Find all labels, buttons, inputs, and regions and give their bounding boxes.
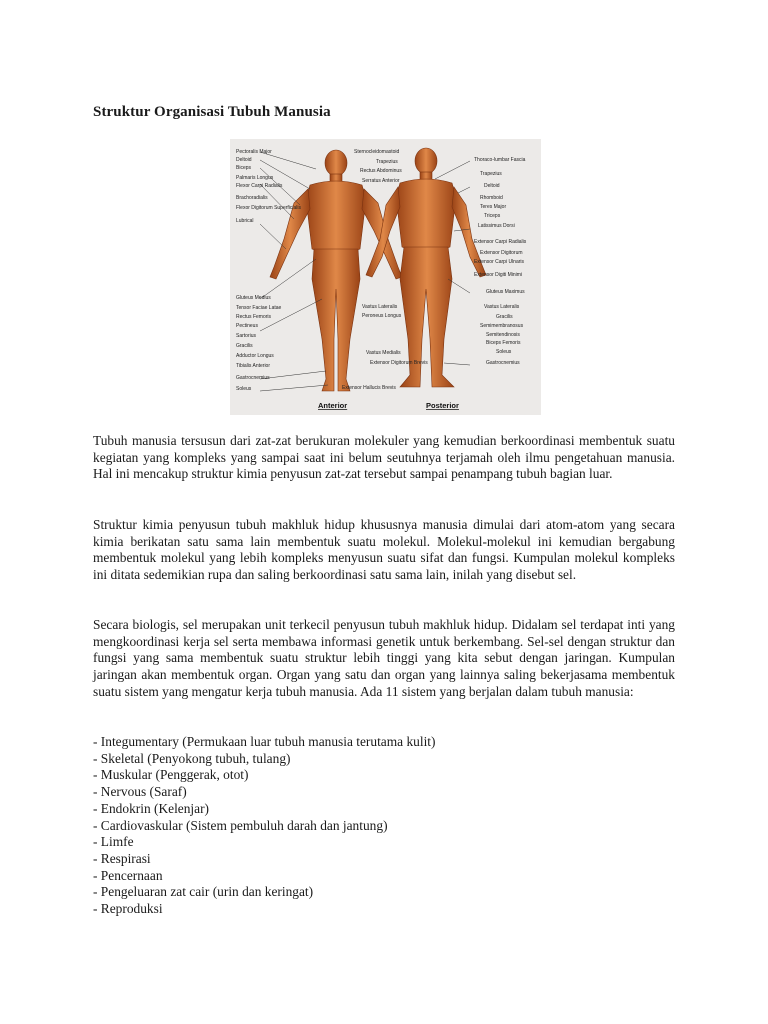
- label-lubrical: Lubrical: [236, 218, 254, 224]
- paragraph-2: Struktur kimia penyusun tubuh makhluk hidup khususnya manusia dimulai dari atom-atom yang secara kimia berikatan satu sama lain membentuk suatu molekul. Molekul-molekul ini kemudian bergabung membentuk molekul yang lebih kompleks menyusun suatu sifat dan fungsi. Kumpulan molekul kompleks ini ditata sedemikian rupa dan saling berkoordinasi satu sama lain, inilah yang disebut sel.: [93, 517, 675, 583]
- label-deltoid-back: Deltoid: [484, 183, 500, 189]
- muscle-anatomy-illustration: [230, 139, 541, 415]
- label-soleus-back: Soleus: [496, 349, 512, 355]
- label-extensor-hallucis-brevis: Extensor Hallucis Brevis: [342, 385, 396, 391]
- label-extensor-digitorum: Extensor Digitorum: [480, 250, 523, 256]
- label-semimembranosus: Semimembranosus: [480, 323, 524, 329]
- label-palmaris-longus: Palmaris Longus: [236, 175, 274, 181]
- label-extensor-digitorum-brevis: Extensor Digitorum Brevis: [370, 360, 428, 366]
- label-triceps: Triceps: [484, 213, 501, 219]
- list-item: - Integumentary (Permukaan luar tubuh manusia terutama kulit): [93, 734, 436, 749]
- label-sartorius: Sartorius: [236, 333, 257, 339]
- label-vastus-lateralis-back: Vastus Lateralis: [484, 304, 520, 310]
- label-flexor-carpi-radialis: Flexor Carpi Radialis: [236, 183, 283, 189]
- label-extensor-carpi-radialis: Extensor Carpi Radialis: [474, 239, 527, 245]
- label-trapezius-front: Trapezius: [376, 159, 398, 165]
- list-item: - Reproduksi: [93, 901, 163, 917]
- label-gluteus-medius: Gluteus Medius: [236, 295, 271, 301]
- label-tibialis-anterior: Tibialis Anterior: [236, 363, 270, 369]
- label-tensor-faciae-latae: Tensor Faciae Latae: [236, 305, 282, 311]
- label-gracilis-back: Gracilis: [496, 314, 513, 320]
- label-serratus-anterior: Serratus Anterior: [362, 178, 400, 184]
- label-gracilis: Gracilis: [236, 343, 253, 349]
- caption-anterior: Anterior: [318, 401, 348, 410]
- label-biceps: Biceps: [236, 165, 252, 171]
- list-item: - Pengeluaran zat cair (urin dan keringat): [93, 884, 314, 900]
- label-deltoid: Deltoid: [236, 157, 252, 163]
- label-peroneus-longus: Peroneus Longus: [362, 313, 402, 319]
- body-systems-list: [93, 734, 435, 918]
- right-muscle-labels: [474, 157, 527, 366]
- paragraph-1: Tubuh manusia tersusun dari zat-zat berukuran molekuler yang kemudian berkoordinasi membentuk suatu kegiatan yang kompleks yang sampai saat ini belum seutuhnya terjamah oleh ilmu pengetahuan manusia. Hal ini mencakup struktur kimia penyusun zat-zat tersebut sampai penampang tubuh bagian luar.: [93, 433, 675, 482]
- caption-posterior: Posterior: [426, 401, 459, 410]
- label-pectineus: Pectineus: [236, 323, 258, 329]
- list-item: - Cardiovaskular (Sistem pembuluh darah dan jantung): [93, 817, 388, 833]
- list-item: - Skeletal (Penyokong tubuh, tulang): [93, 750, 291, 766]
- muscle-anatomy-figure: [230, 139, 541, 415]
- page-title: Struktur Organisasi Tubuh Manusia: [93, 104, 331, 120]
- label-trapezius-back: Trapezius: [480, 171, 502, 177]
- label-gluteus-maximus: Gluteus Maximus: [486, 289, 525, 295]
- list-item: - Respirasi: [93, 850, 151, 866]
- label-brachoradialis: Brachoradialis: [236, 195, 268, 201]
- label-vastus-medialis: Vastus Medialis: [366, 350, 401, 356]
- label-gastrocnemius-back: Gastrocnemius: [486, 360, 520, 366]
- label-rectus-femoris: Rectus Femoris: [236, 314, 272, 320]
- label-soleus: Soleus: [236, 386, 252, 392]
- label-extensor-carpi-ulnaris: Extensor Carpi Ulnaris: [474, 259, 525, 265]
- label-adductor-longus: Adductor Longus: [236, 353, 274, 359]
- label-flexor-digitorum: Flexor Digitorum Superficialis: [236, 205, 302, 211]
- list-item: - Endokrin (Kelenjar): [93, 800, 210, 816]
- label-rectus-abdominus: Rectus Abdominus: [360, 168, 402, 174]
- label-semitendinosis: Semitendinosis: [486, 332, 520, 338]
- label-vastus-lateralis-front: Vastus Lateralis: [362, 304, 398, 310]
- label-thoraco-lumbar-fascia: Thoraco-lumbar Fascia: [474, 157, 526, 163]
- label-teres-major: Teres Major: [480, 204, 507, 210]
- label-extensor-digiti-minimi: Extensor Digiti Minimi: [474, 272, 523, 278]
- label-sternocleidomastoid: Sternocleidomastoid: [354, 149, 400, 155]
- label-latissimus-dorsi: Latissimus Dorsi: [478, 223, 515, 229]
- label-pectoralis-major: Pectoralis Major: [236, 149, 272, 155]
- list-item: - Limfe: [93, 834, 134, 850]
- list-item: - Nervous (Saraf): [93, 784, 187, 800]
- left-muscle-labels: [236, 149, 302, 392]
- list-item: - Muskular (Penggerak, otot): [93, 767, 249, 783]
- label-gastrocnemius: Gastrocnemius: [236, 375, 270, 381]
- paragraph-3: Secara biologis, sel merupakan unit terkecil penyusun tubuh makhluk hidup. Didalam sel terdapat inti yang mengkoordinasi kerja sel serta membawa informasi genetik untuk berkembang. Sel-sel dengan struktur dan fungsi yang sama membentuk suatu struktur lebih tinggi yang kita sebut dengan jaringan. Kumpulan jaringan akan membentuk organ. Organ yang satu dan organ yang lainnya saling bekerjasama membentuk suatu sistem yang mengatur kerja tubuh manusia. Ada 11 sistem yang berjalan dalam tubuh manusia:: [93, 617, 675, 699]
- label-biceps-femoris: Biceps Femoris: [486, 340, 521, 346]
- list-item: - Pencernaan: [93, 867, 163, 883]
- label-rhomboid: Rhomboid: [480, 195, 503, 201]
